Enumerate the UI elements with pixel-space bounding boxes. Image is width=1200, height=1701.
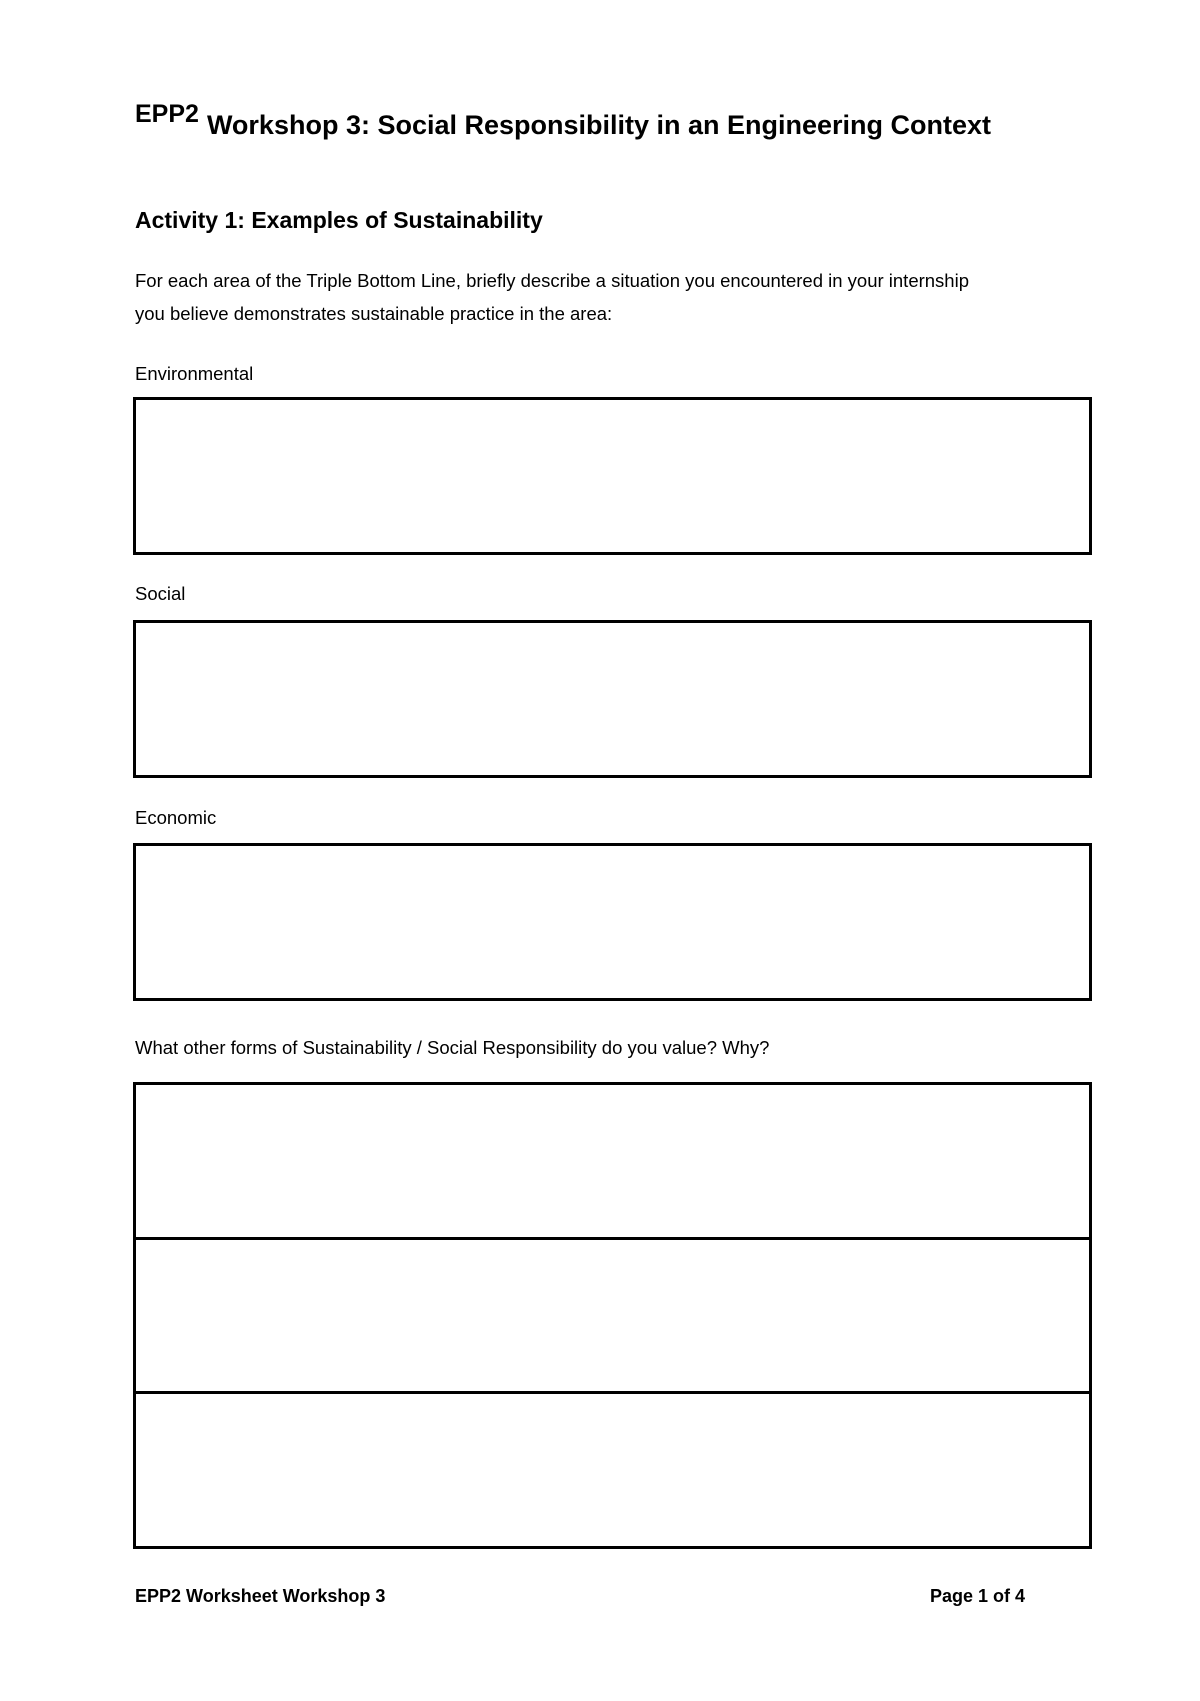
other-forms-answer-row-1[interactable] [136, 1085, 1089, 1240]
other-forms-answer-row-2[interactable] [136, 1240, 1089, 1395]
environmental-label: Environmental [135, 363, 254, 384]
instructions-line-1: For each area of the Triple Bottom Line, briefly describe a situation you encountered in your internship [135, 270, 969, 291]
other-forms-question: What other forms of Sustainability / Social Responsibility do you value? Why? [135, 1037, 770, 1058]
activity-instructions [135, 264, 969, 330]
footer-page-number: Page 1 of 4 [929, 1586, 1025, 1606]
instructions-line-2: you believe demonstrates sustainable practice in the area: [135, 303, 613, 324]
environmental-answer-box[interactable] [133, 397, 1092, 555]
economic-label: Economic [135, 807, 217, 828]
social-label: Social [135, 583, 186, 604]
other-forms-answer-table [133, 1082, 1092, 1549]
economic-answer-box[interactable] [133, 843, 1092, 1001]
title-prefix: EPP2 [135, 100, 199, 128]
document-title [135, 100, 992, 141]
activity-heading: Activity 1: Examples of Sustainability [135, 207, 543, 233]
footer-document-name: EPP2 Worksheet Workshop 3 [135, 1586, 386, 1606]
social-answer-box[interactable] [133, 620, 1092, 778]
title-text: Workshop 3: Social Responsibility in an Engineering Context [206, 110, 992, 140]
other-forms-answer-row-3[interactable] [136, 1394, 1089, 1546]
